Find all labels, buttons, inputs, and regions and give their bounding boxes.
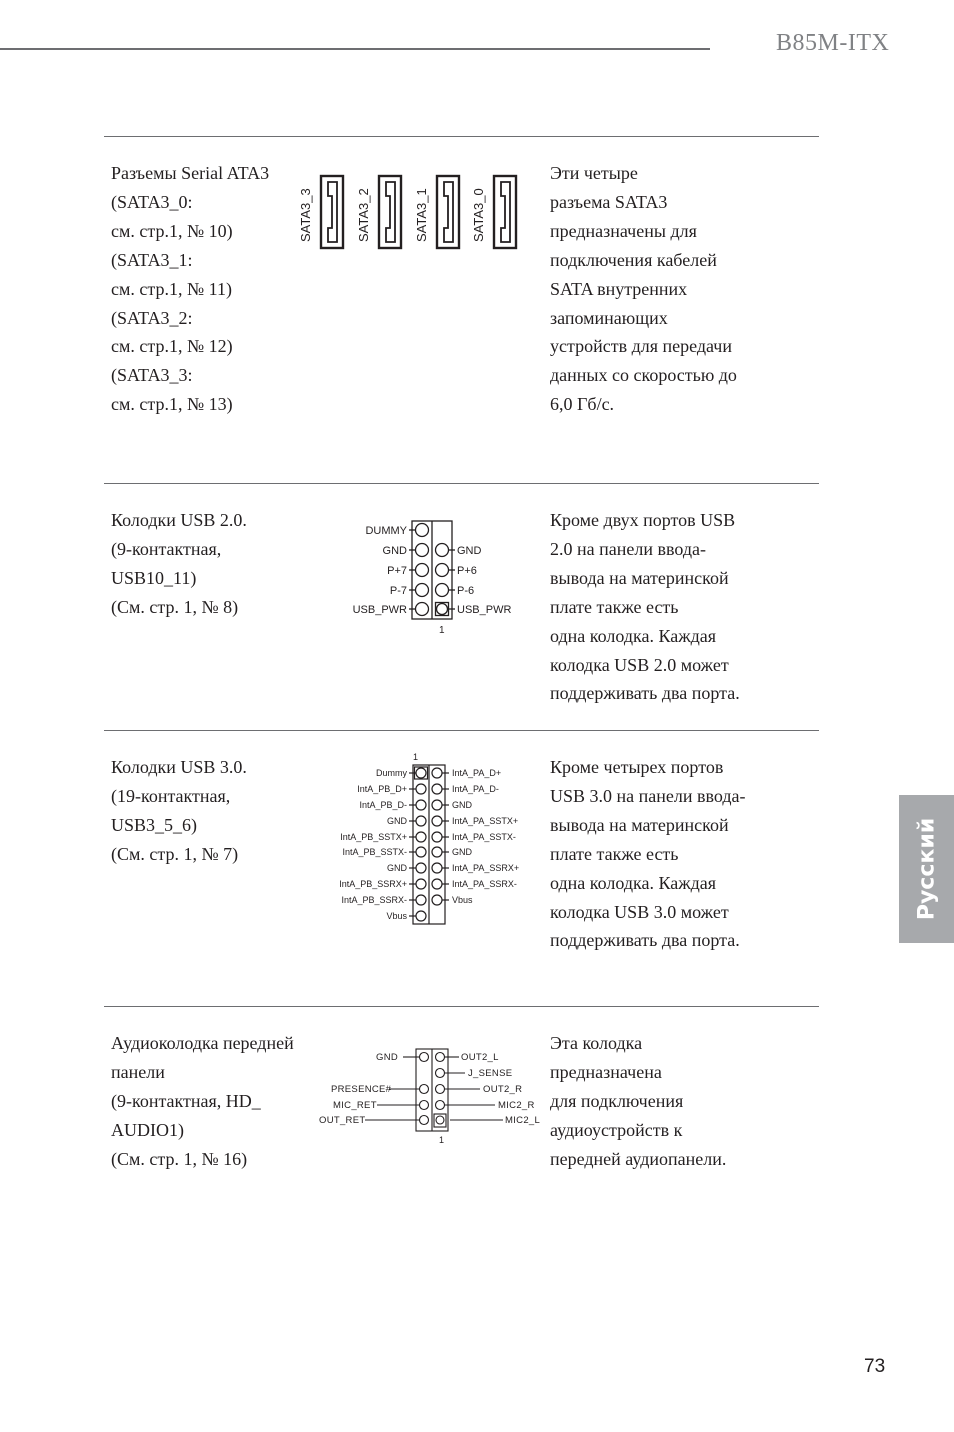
audio-pin-label: GND [376,1052,399,1063]
usb2-pin-label: USB_PWR [352,604,407,616]
usb3-pin-label: IntA_PB_SSTX- [342,847,407,857]
usb2-pin-label: USB_PWR [457,604,512,616]
usb3-pin-label: IntA_PA_SSRX+ [452,863,520,873]
section-divider [104,483,819,484]
language-tab [899,795,954,943]
sata-connectors-diagram [290,168,530,254]
usb3-pin-label: IntA_PB_SSTX+ [340,832,407,842]
sata-description-right: Эти четыре разъема SATA3 предназначены для подключения кабелей SATA внутренних запоминающих устройств для передачи данных со скоростью до 6,0 Гб/с. [550,163,737,415]
usb2-header-diagram [340,515,530,640]
audio-header-diagram [315,1045,550,1150]
audio-pin-label: MIC2_R [498,1100,535,1111]
section-divider [104,1006,819,1007]
usb2-description-left: Колодки USB 2.0. (9-контактная, USB10_11) (См. стр. 1, № 8) [111,510,247,617]
usb3-header-diagram [325,750,535,928]
usb2-pin-label: P+6 [457,565,477,577]
audio-pin-label: PRESENCE# [331,1084,392,1095]
sata-description-left: Разъемы Serial ATA3 (SATA3_0: см. стр.1, № 10) (SATA3_1: см. стр.1, № 11) (SATA3_2: см. стр.1, № 12) (SATA3_3: см. стр.1, № 13) [111,163,270,415]
usb3-pin-label: IntA_PA_SSTX- [452,832,516,842]
usb3-pin1-marker: 1 [413,752,419,762]
audio-pin-label: J_SENSE [468,1068,513,1079]
usb3-pin-label: IntA_PA_SSTX+ [452,816,519,826]
usb3-pin-label: IntA_PA_SSRX- [452,879,517,889]
usb3-pin-label: GND [452,847,472,857]
usb3-pin-label: Dummy [376,768,407,778]
usb2-pin-label: GND [457,545,482,557]
usb3-description-left: Колодки USB 3.0. (19-контактная, USB3_5_6) (См. стр. 1, № 7) [111,757,247,864]
usb3-pin-label: IntA_PB_D+ [357,784,407,794]
usb3-description-right: Кроме четырех портов USB 3.0 на панели ввода- вывода на материнской плате также есть одна колодка. Каждая колодка USB 3.0 может поддерживать два порта. [550,757,746,951]
usb3-pin-label: IntA_PB_SSRX- [341,895,407,905]
section-divider [104,136,819,137]
audio-pin-label: OUT2_R [483,1084,523,1095]
audio-pin-label: MIC_RET [333,1100,377,1111]
usb2-pin-label: P+7 [387,565,407,577]
sata-port-label: SATA3_1 [414,188,429,242]
audio-pin-label: OUT_RET [319,1115,366,1126]
audio-description-right: Эта колодка предназначена для подключения аудиоустройств к передней аудиопанели. [550,1033,727,1169]
section-divider [104,730,819,731]
usb3-pin-label: IntA_PA_D+ [452,768,502,778]
usb3-pin-label: GND [387,863,407,873]
usb3-pin-label: Vbus [386,911,407,921]
usb2-pin-label: DUMMY [365,525,407,537]
usb3-pin-label: Vbus [452,895,473,905]
audio-pin1-marker: 1 [439,1135,445,1145]
usb2-description-right: Кроме двух портов USB 2.0 на панели ввода- вывода на материнской плате также есть одна колодка. Каждая колодка USB 2.0 может поддерживать два порта. [550,510,740,704]
usb2-pin-label: GND [382,545,407,557]
usb3-pin-label: IntA_PB_D- [359,800,407,810]
language-tab-label: Русский [914,817,939,921]
usb2-pin-label: P-6 [457,585,475,597]
usb3-pin-label: GND [387,816,407,826]
audio-description-left: Аудиоколодка передней панели (9-контактная, HD_ AUDIO1) (См. стр. 1, № 16) [111,1033,294,1169]
audio-pin-label: OUT2_L [461,1052,499,1063]
usb2-pin-label: P-7 [389,585,407,597]
sata-port-label: SATA3_0 [471,188,486,242]
audio-pin-label: MIC2_L [505,1115,541,1126]
usb3-pin-label: GND [452,800,472,810]
page-number: 73 [864,1356,886,1377]
usb2-pin1-marker: 1 [439,625,445,636]
usb3-pin-label: IntA_PA_D- [452,784,499,794]
model-title: B85M-ITX [776,30,890,56]
sata-port-label: SATA3_3 [298,188,313,242]
usb3-pin-label: IntA_PB_SSRX+ [339,879,407,889]
sata-port-label: SATA3_2 [356,188,371,242]
header-rule [0,48,710,50]
